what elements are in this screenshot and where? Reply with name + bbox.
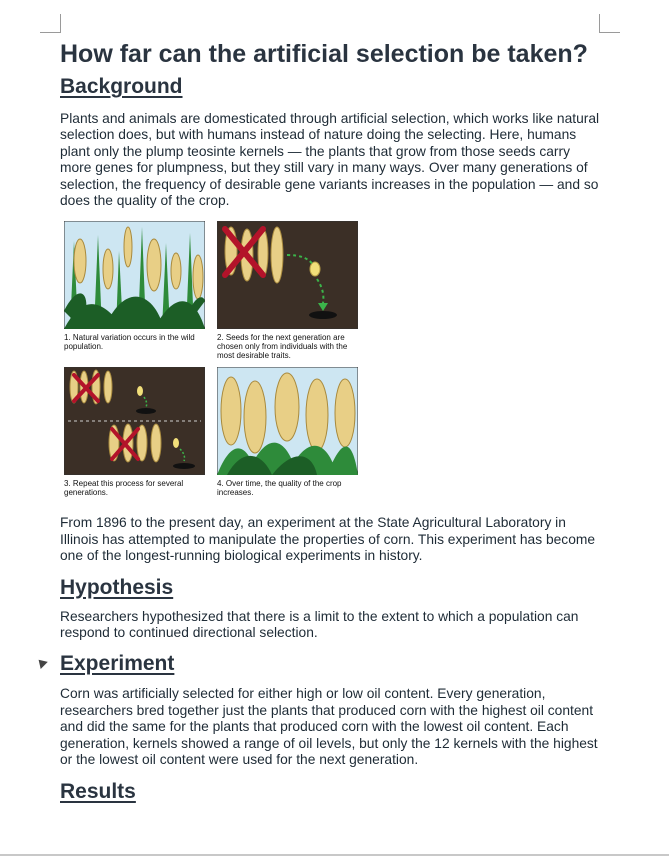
intro-paragraph: From 1896 to the present day, an experiment at the State Agricultural Laboratory in Illinois has attempted to manipulate the properties of corn. This experiment has become one of the longest-running biological experiments in history.	[60, 515, 596, 564]
figure-caption-4: 4. Over time, the quality of the crop increases.	[217, 479, 342, 498]
artificial-selection-figure	[60, 221, 360, 505]
experiment-heading-wrapper	[60, 651, 605, 677]
collapse-triangle-icon[interactable]	[35, 657, 48, 670]
figure-panel-improved-crop	[217, 367, 358, 475]
heading-results[interactable]: Results	[60, 779, 136, 803]
background-paragraph: Plants and animals are domesticated through artificial selection, which works like natural selection does, but with humans instead of nature doing the selecting. Here, humans plant only the plump teosinte kernels — the plants that grow from those seeds carry more genes for plumpness, but they still vary in many ways. Over many generations of selection, the frequency of desirable gene variants increases in the population — and so does the quality of the crop.	[60, 111, 600, 209]
experiment-paragraph: Corn was artificially selected for either high or low oil content. Every generation, researchers bred together just the plants that produced corn with the highest oil content and did the same for the plants that produced corn with the lowest oil content. Each generation, kernels showed a range of oil levels, but only the 12 kernels with the highest or the lowest oil content were used for the next generation.	[60, 686, 598, 768]
figure-caption-3: 3. Repeat this process for several generations.	[64, 479, 184, 498]
figure-panel-repeat-process	[64, 367, 205, 475]
figure-panel-seed-selection	[217, 221, 358, 329]
hypothesis-paragraph: Researchers hypothesized that there is a limit to the extent to which a population can respond to continued directional selection.	[60, 608, 579, 641]
document-body	[60, 40, 605, 805]
crop-mark-top-right	[599, 14, 620, 33]
heading-background[interactable]: Background	[60, 75, 183, 98]
figure-caption-1: 1. Natural variation occurs in the wild population.	[64, 333, 195, 352]
heading-hypothesis[interactable]: Hypothesis	[60, 575, 174, 599]
crop-mark-top-left	[40, 14, 61, 33]
document-title: How far can the artificial selection be taken?	[60, 40, 588, 68]
heading-experiment[interactable]: Experiment	[60, 652, 175, 676]
figure-caption-2: 2. Seeds for the next generation are chosen only from individuals with the most desirable traits.	[217, 333, 348, 361]
figure-panel-natural-variation	[64, 221, 205, 329]
